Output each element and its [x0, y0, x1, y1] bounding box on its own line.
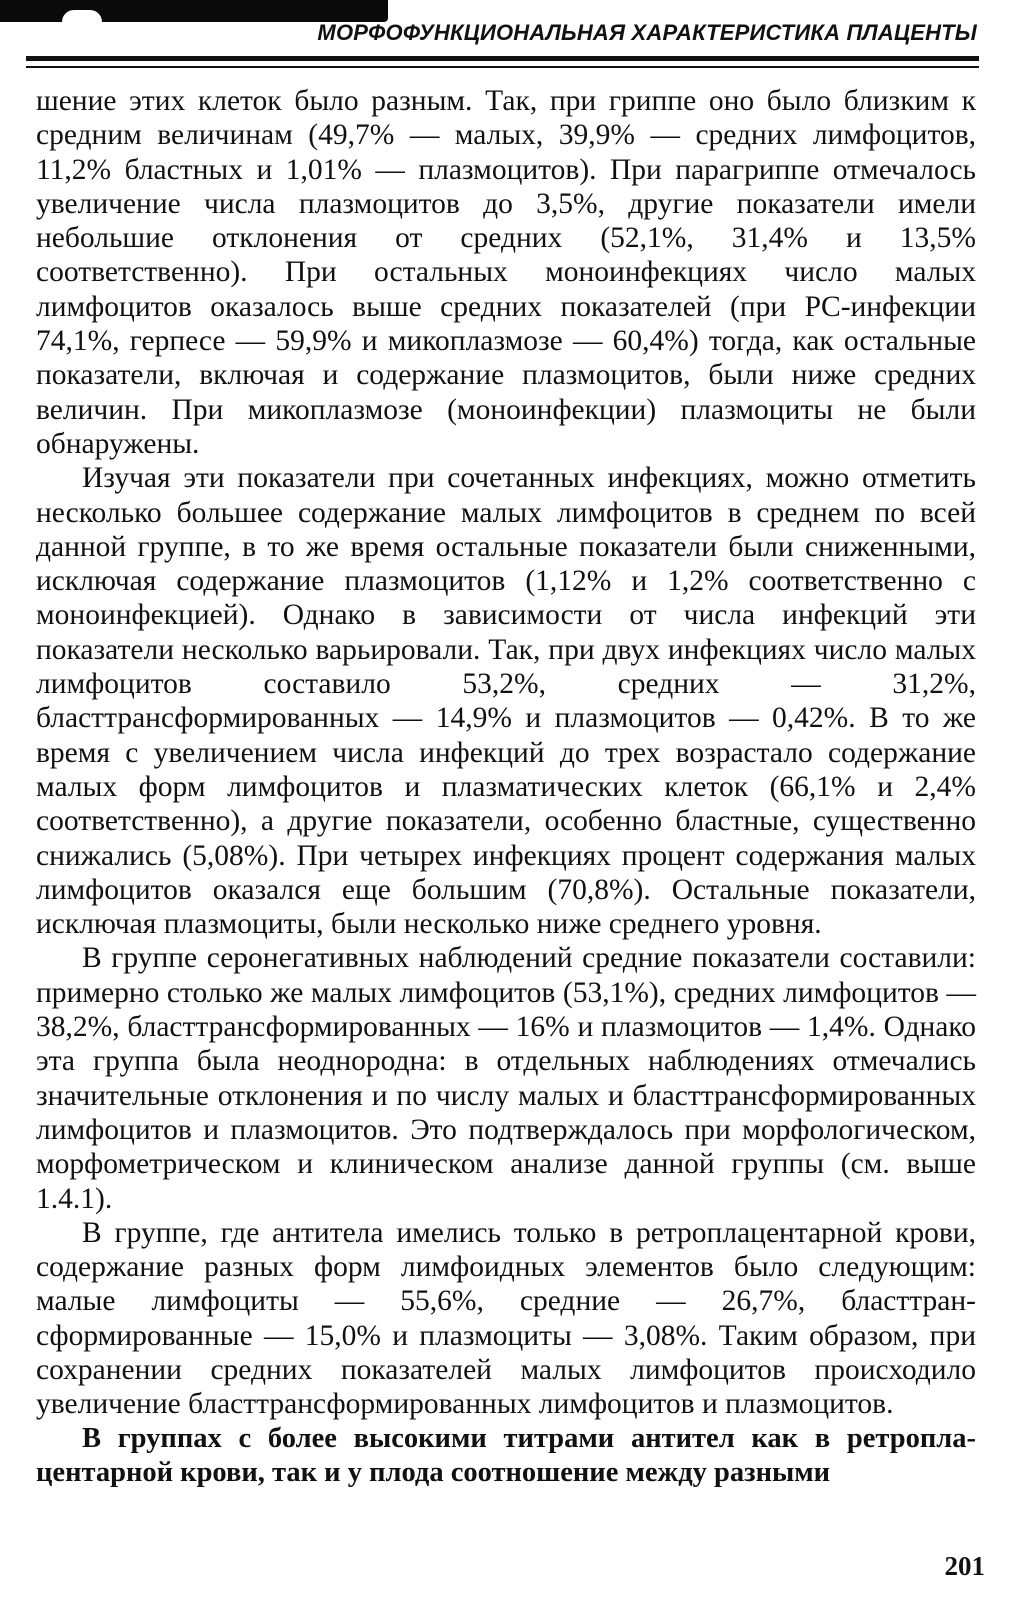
paragraph-4: В группе, где антитела имелись только в ретроплацентарной крови, содержание разных форм лимфоидных элементов было следующим: малые лимфоциты — 55,6%, средние — 26,7%, бласттрансформированные — 15,0% и плазмоциты — 3,08%. Таким образом, при сохранении средних показателей малых лимфоцитов происходило увеличение бласттрансформированных лимфоцитов и плазмоцитов.: [36, 1216, 976, 1421]
page-number: 201: [944, 1551, 985, 1581]
header-rule-thin: [26, 66, 979, 68]
paragraph-5: В группах с более высокими титрами антител как в ретроплацентарной крови, так и у плода соотношение между разными: [36, 1422, 976, 1488]
header-rule-thick: [26, 56, 979, 61]
running-title: МОРФОФУНКЦИОНАЛЬНАЯ ХАРАКТЕРИСТИКА ПЛАЦЕНТЫ: [317, 20, 977, 45]
paragraph-3: В группе серонегативных наблюдений средние показатели составили: примерно столько же малых лимфоцитов (53,1%), средних лимфоцитов — 38,2%, бласттрансформированных — 16% и плазмоцитов — 1,4%. Однако эта группа была неоднородна: в отдельных наблюдениях отмечались значительные отклонения и по числу малых и бласттрансформированных лимфоцитов и плазмоцитов. Это подтверждалось при морфологическом, морфометрическом и клиническом анализе данной группы (см. выше 1.4.1).: [36, 942, 976, 1215]
paragraph-1: шение этих клеток было разным. Так, при гриппе оно было близким к средним величинам (49,7% — малых, 39,9% — средних лимфоцитов, 11,2% бластных и 1,01% — плазмоцитов). При парагриппе отмечалось увеличение числа плазмоцитов до 3,5%, другие показатели имели небольшие отклонения от средних (52,1%, 31,4% и 13,5% соответственно). При остальных моноинфекциях число малых лимфоцитов оказалось выше средних показателей (при PC-инфекции 74,1%, герпесе — 59,9% и микоплазмозе — 60,4%) тогда, как остальные показатели, включая и содержание плазмоцитов, были ниже средних величин. При микоплазмозе (моноинфекции) плазмоциты не были обнаружены.: [36, 85, 976, 460]
paragraph-2: Изучая эти показатели при сочетанных инфекциях, можно отметить несколько большее содержание малых лимфоцитов в среднем по всей данной группе, в то же время остальные показатели были сниженными, исключая содержание плазмоцитов (1,12% и 1,2% соответственно с моноинфекцией). Однако в зависимости от числа инфекций эти показатели несколько варьировали. Так, при двух инфекциях число малых лимфоцитов составило 53,2%, средних — 31,2%, бласттрансформированных — 14,9% и плазмоцитов — 0,42%. В то же время с увеличением числа инфекций до трех возрастало содержание малых форм лимфоцитов и плазматических клеток (66,1% и 2,4% соответственно), а другие показатели, особенно бластные, существенно снижались (5,08%). При четырех инфекциях процент содержания малых лимфоцитов оказался еще большим (70,8%). Остальные показатели, исключая плазмоциты, были несколько ниже среднего уровня.: [36, 462, 976, 941]
top-corner-print-mark: [0, 0, 388, 22]
page-body: [36, 84, 976, 1490]
